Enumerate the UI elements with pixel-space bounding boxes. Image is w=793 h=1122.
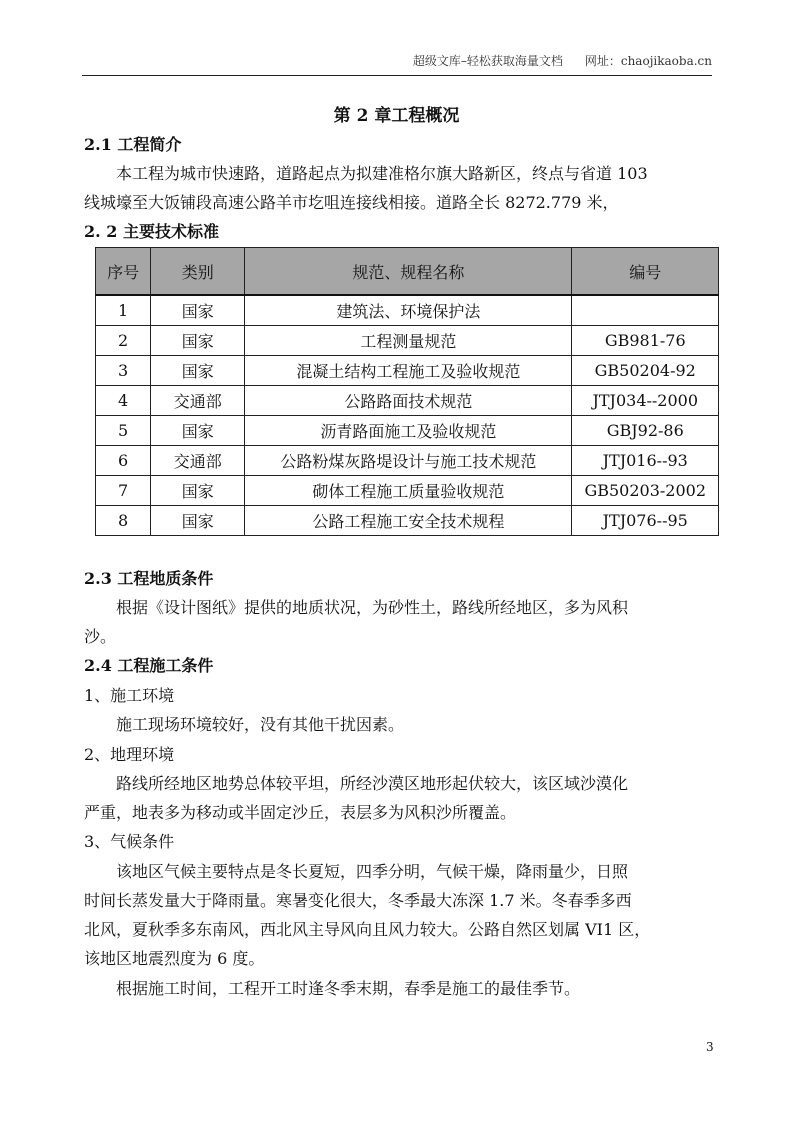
paragraph-line: 该地区气候主要特点是冬长夏短，四季分明，气候干燥，降雨量少，日照 xyxy=(84,862,629,881)
cell-standard-name: 工程测量规范 xyxy=(245,326,572,356)
cell-standard-name: 公路路面技术规范 xyxy=(245,386,572,416)
chapter-title: 第 2 章工程概况 xyxy=(333,106,460,126)
cell-category: 国家 xyxy=(151,295,245,326)
cell-category: 国家 xyxy=(151,416,245,446)
subheading-construction-environment: 1、施工环境 xyxy=(84,686,175,705)
table-row xyxy=(96,295,719,326)
cell-standard-name: 砌体工程施工质量验收规范 xyxy=(245,476,572,506)
cell-standard-name: 建筑法、环境保护法 xyxy=(245,295,572,326)
cell-code: GBJ92-86 xyxy=(572,416,719,446)
cell-code: GB50203-2002 xyxy=(572,476,719,506)
cell-index: 4 xyxy=(96,386,151,416)
table-row xyxy=(96,386,719,416)
cell-index: 2 xyxy=(96,326,151,356)
cell-index: 3 xyxy=(96,356,151,386)
cell-standard-name: 公路工程施工安全技术规程 xyxy=(245,506,572,536)
section-heading-2-1: 2.1 工程简介 xyxy=(84,135,182,154)
cell-index: 1 xyxy=(96,295,151,326)
cell-code: GB981-76 xyxy=(572,326,719,356)
table-row xyxy=(96,476,719,506)
page-number: 3 xyxy=(706,1040,714,1054)
cell-code: JTJ034--2000 xyxy=(572,386,719,416)
cell-category: 国家 xyxy=(151,506,245,536)
paragraph-line: 时间长蒸发量大于降雨量。寒暑变化很大，冬季最大冻深 1.7 米。冬春季多西 xyxy=(84,891,632,910)
cell-index: 5 xyxy=(96,416,151,446)
cell-standard-name: 公路粉煤灰路堤设计与施工技术规范 xyxy=(245,446,572,476)
cell-index: 7 xyxy=(96,476,151,506)
column-header: 序号 xyxy=(96,248,151,296)
table-row xyxy=(96,506,719,536)
subheading-climate-conditions: 3、气候条件 xyxy=(84,832,175,851)
column-header: 类别 xyxy=(151,248,245,296)
cell-category: 国家 xyxy=(151,476,245,506)
section-heading-2-4: 2.4 工程施工条件 xyxy=(84,656,214,675)
table-row xyxy=(96,356,719,386)
paragraph-line: 北风，夏秋季多东南风，西北风主导风向且风力较大。公路自然区划属 VI1 区， xyxy=(84,920,651,939)
cell-index: 8 xyxy=(96,506,151,536)
table-header-row xyxy=(96,248,719,296)
paragraph-line: 路线所经地区地势总体较平坦，所经沙漠区地形起伏较大，该区域沙漠化 xyxy=(84,774,629,793)
column-header: 编号 xyxy=(572,248,719,296)
header-url: 网址：chaojikaoba.cn xyxy=(584,54,712,68)
cell-category: 国家 xyxy=(151,326,245,356)
cell-category: 交通部 xyxy=(151,446,245,476)
column-header: 规范、规程名称 xyxy=(245,248,572,296)
cell-code xyxy=(572,295,719,326)
cell-standard-name: 沥青路面施工及验收规范 xyxy=(245,416,572,446)
cell-code: GB50204-92 xyxy=(572,356,719,386)
header-site-name: 超级文库–轻松获取海量文档 xyxy=(412,54,563,68)
cell-standard-name: 混凝土结构工程施工及验收规范 xyxy=(245,356,572,386)
paragraph-line: 该地区地震烈度为 6 度。 xyxy=(84,949,265,968)
section-heading-2-2: 2. 2 主要技术标准 xyxy=(84,222,219,241)
section-heading-2-3: 2.3 工程地质条件 xyxy=(84,569,214,588)
paragraph-line: 根据《设计图纸》提供的地质状况，为砂性土，路线所经地区，多为风积 xyxy=(84,598,629,617)
paragraph-line: 本工程为城市快速路，道路起点为拟建准格尔旗大路新区，终点与省道 103 xyxy=(84,164,648,183)
paragraph-line: 沙。 xyxy=(84,627,117,646)
subheading-geographic-environment: 2、地理环境 xyxy=(84,745,175,764)
cell-code: JTJ076--95 xyxy=(572,506,719,536)
paragraph-line: 严重，地表多为移动或半固定沙丘，表层多为风积沙所覆盖。 xyxy=(84,803,517,822)
table-row xyxy=(96,416,719,446)
standards-table xyxy=(95,247,719,536)
paragraph-line: 施工现场环境较好，没有其他干扰因素。 xyxy=(84,715,405,734)
page-header xyxy=(82,52,712,76)
table-row xyxy=(96,446,719,476)
paragraph-line: 根据施工时间，工程开工时逢冬季末期，春季是施工的最佳季节。 xyxy=(84,979,581,998)
cell-code: JTJ016--93 xyxy=(572,446,719,476)
cell-index: 6 xyxy=(96,446,151,476)
paragraph-line: 线城壕至大饭铺段高速公路羊市圪咀连接线相接。道路全长 8272.779 米， xyxy=(84,193,619,212)
cell-category: 交通部 xyxy=(151,386,245,416)
table-row xyxy=(96,326,719,356)
cell-category: 国家 xyxy=(151,356,245,386)
